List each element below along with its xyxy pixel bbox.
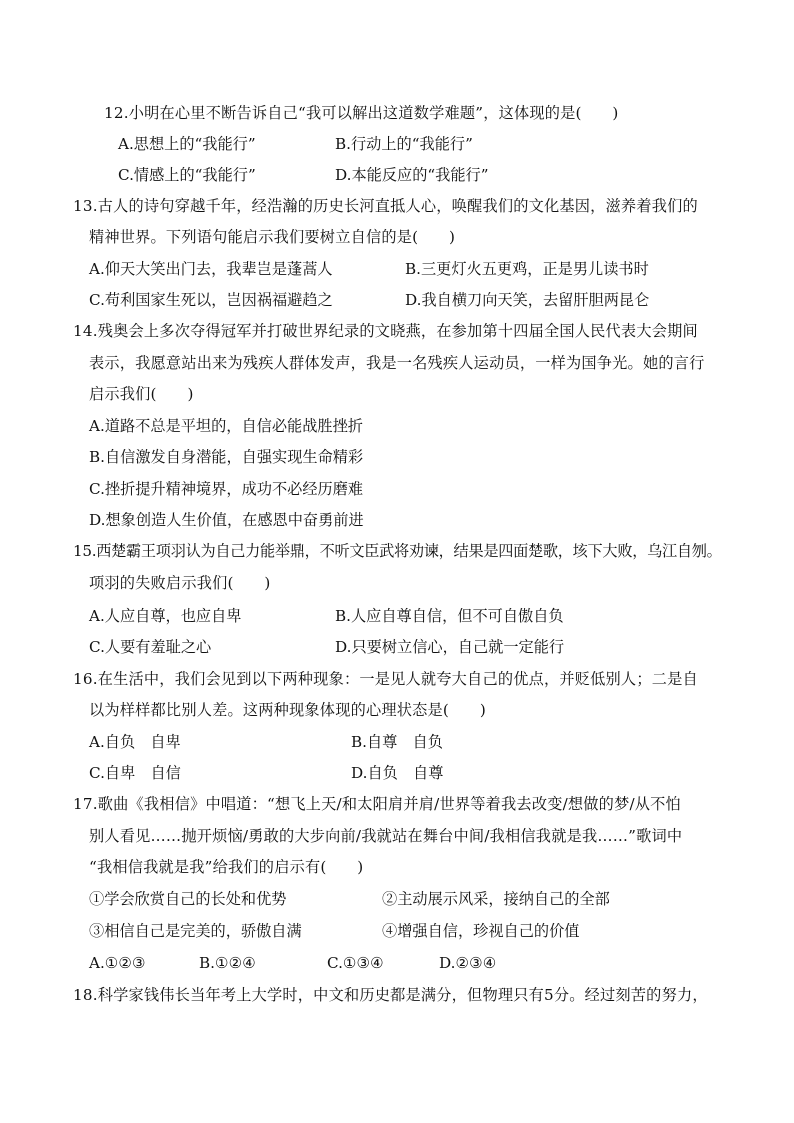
question-stem-line: 启示我们( ) — [89, 385, 194, 403]
option-c: C.情感上的“我能行” — [118, 166, 256, 184]
option-b: B.自信激发自身潜能，自强实现生命精彩 — [89, 448, 364, 466]
option-a: A.自负 自卑 — [89, 733, 181, 751]
option-a: A.①②③ — [89, 954, 146, 972]
option-a: A.道路不总是平坦的，自信必能战胜挫折 — [89, 417, 363, 435]
question-stem-line: 13.古人的诗句穿越千年，经浩瀚的历史长河直抵人心，唤醒我们的文化基因，滋养着我们的 — [73, 197, 698, 215]
option-d: D.自负 自尊 — [351, 764, 444, 782]
option-c: C.挫折提升精神境界，成功不必经历磨难 — [89, 480, 364, 498]
question-stem-line: 18.科学家钱伟长当年考上大学时，中文和历史都是满分，但物理只有5分。经过刻苦的努力， — [73, 986, 708, 1004]
option-b: B.人应自尊自信，但不可自傲自负 — [335, 607, 564, 625]
statement-4: ④增强自信，珍视自己的价值 — [382, 922, 580, 940]
option-a: A.仰天大笑出门去，我辈岂是蓬蒿人 — [89, 260, 333, 278]
question-stem-line: 表示，我愿意站出来为残疾人群体发声，我是一名残疾人运动员，一样为国争光。她的言行 — [89, 354, 705, 372]
question-stem-line: 15.西楚霸王项羽认为自己力能举鼎，不听文臣武将劝谏，结果是四面楚歌，垓下大败，乌江自刎。 — [73, 542, 722, 560]
option-a: A.思想上的“我能行” — [118, 135, 256, 153]
option-d: D.②③④ — [439, 954, 497, 972]
option-b: B.自尊 自负 — [351, 733, 443, 751]
question-stem-line: 12.小明在心里不断告诉自己“我可以解出这道数学难题”，这体现的是( ) — [104, 104, 619, 122]
question-stem-line: 以为样样都比别人差。这两种现象体现的心理状态是( ) — [89, 701, 486, 719]
question-stem-line: 别人看见……抛开烦恼/勇敢的大步向前/我就站在舞台中间/我相信我就是我……”歌词中 — [89, 827, 683, 845]
option-d: D.想象创造人生价值，在感恩中奋勇前进 — [89, 511, 364, 529]
statement-2: ②主动展示风采，接纳自己的全部 — [382, 890, 610, 908]
question-stem-line: 精神世界。下列语句能启示我们要树立自信的是( ) — [89, 228, 456, 246]
question-stem-line: 项羽的失败启示我们( ) — [89, 574, 271, 592]
option-a: A.人应自尊，也应自卑 — [89, 607, 242, 625]
option-d: D.本能反应的“我能行” — [335, 166, 489, 184]
option-b: B.三更灯火五更鸡，正是男儿读书时 — [405, 260, 649, 278]
statement-3: ③相信自己是完美的，骄傲自满 — [89, 922, 302, 940]
question-stem-line: “我相信我就是我”给我们的启示有( ) — [89, 858, 364, 876]
option-b: B.①②④ — [199, 954, 256, 972]
option-c: C.①③④ — [327, 954, 384, 972]
option-c: C.自卑 自信 — [89, 764, 181, 782]
option-d: D.我自横刀向天笑，去留肝胆两昆仑 — [405, 291, 650, 309]
option-c: C.人要有羞耻之心 — [89, 638, 212, 656]
option-c: C.苟利国家生死以，岂因祸福避趋之 — [89, 291, 333, 309]
question-stem-line: 17.歌曲《我相信》中唱道：“想飞上天/和太阳肩并肩/世界等着我去改变/想做的梦/从不怕 — [73, 795, 681, 813]
statement-1: ①学会欣赏自己的长处和优势 — [89, 890, 287, 908]
option-d: D.只要树立信心，自己就一定能行 — [335, 638, 565, 656]
option-b: B.行动上的“我能行” — [335, 135, 473, 153]
question-stem-line: 16.在生活中，我们会见到以下两种现象：一是见人就夸大自己的优点，并贬低别人；二是自 — [73, 670, 698, 688]
question-stem-line: 14.残奥会上多次夺得冠军并打破世界纪录的文晓燕，在参加第十四届全国人民代表大会期间 — [73, 322, 698, 340]
